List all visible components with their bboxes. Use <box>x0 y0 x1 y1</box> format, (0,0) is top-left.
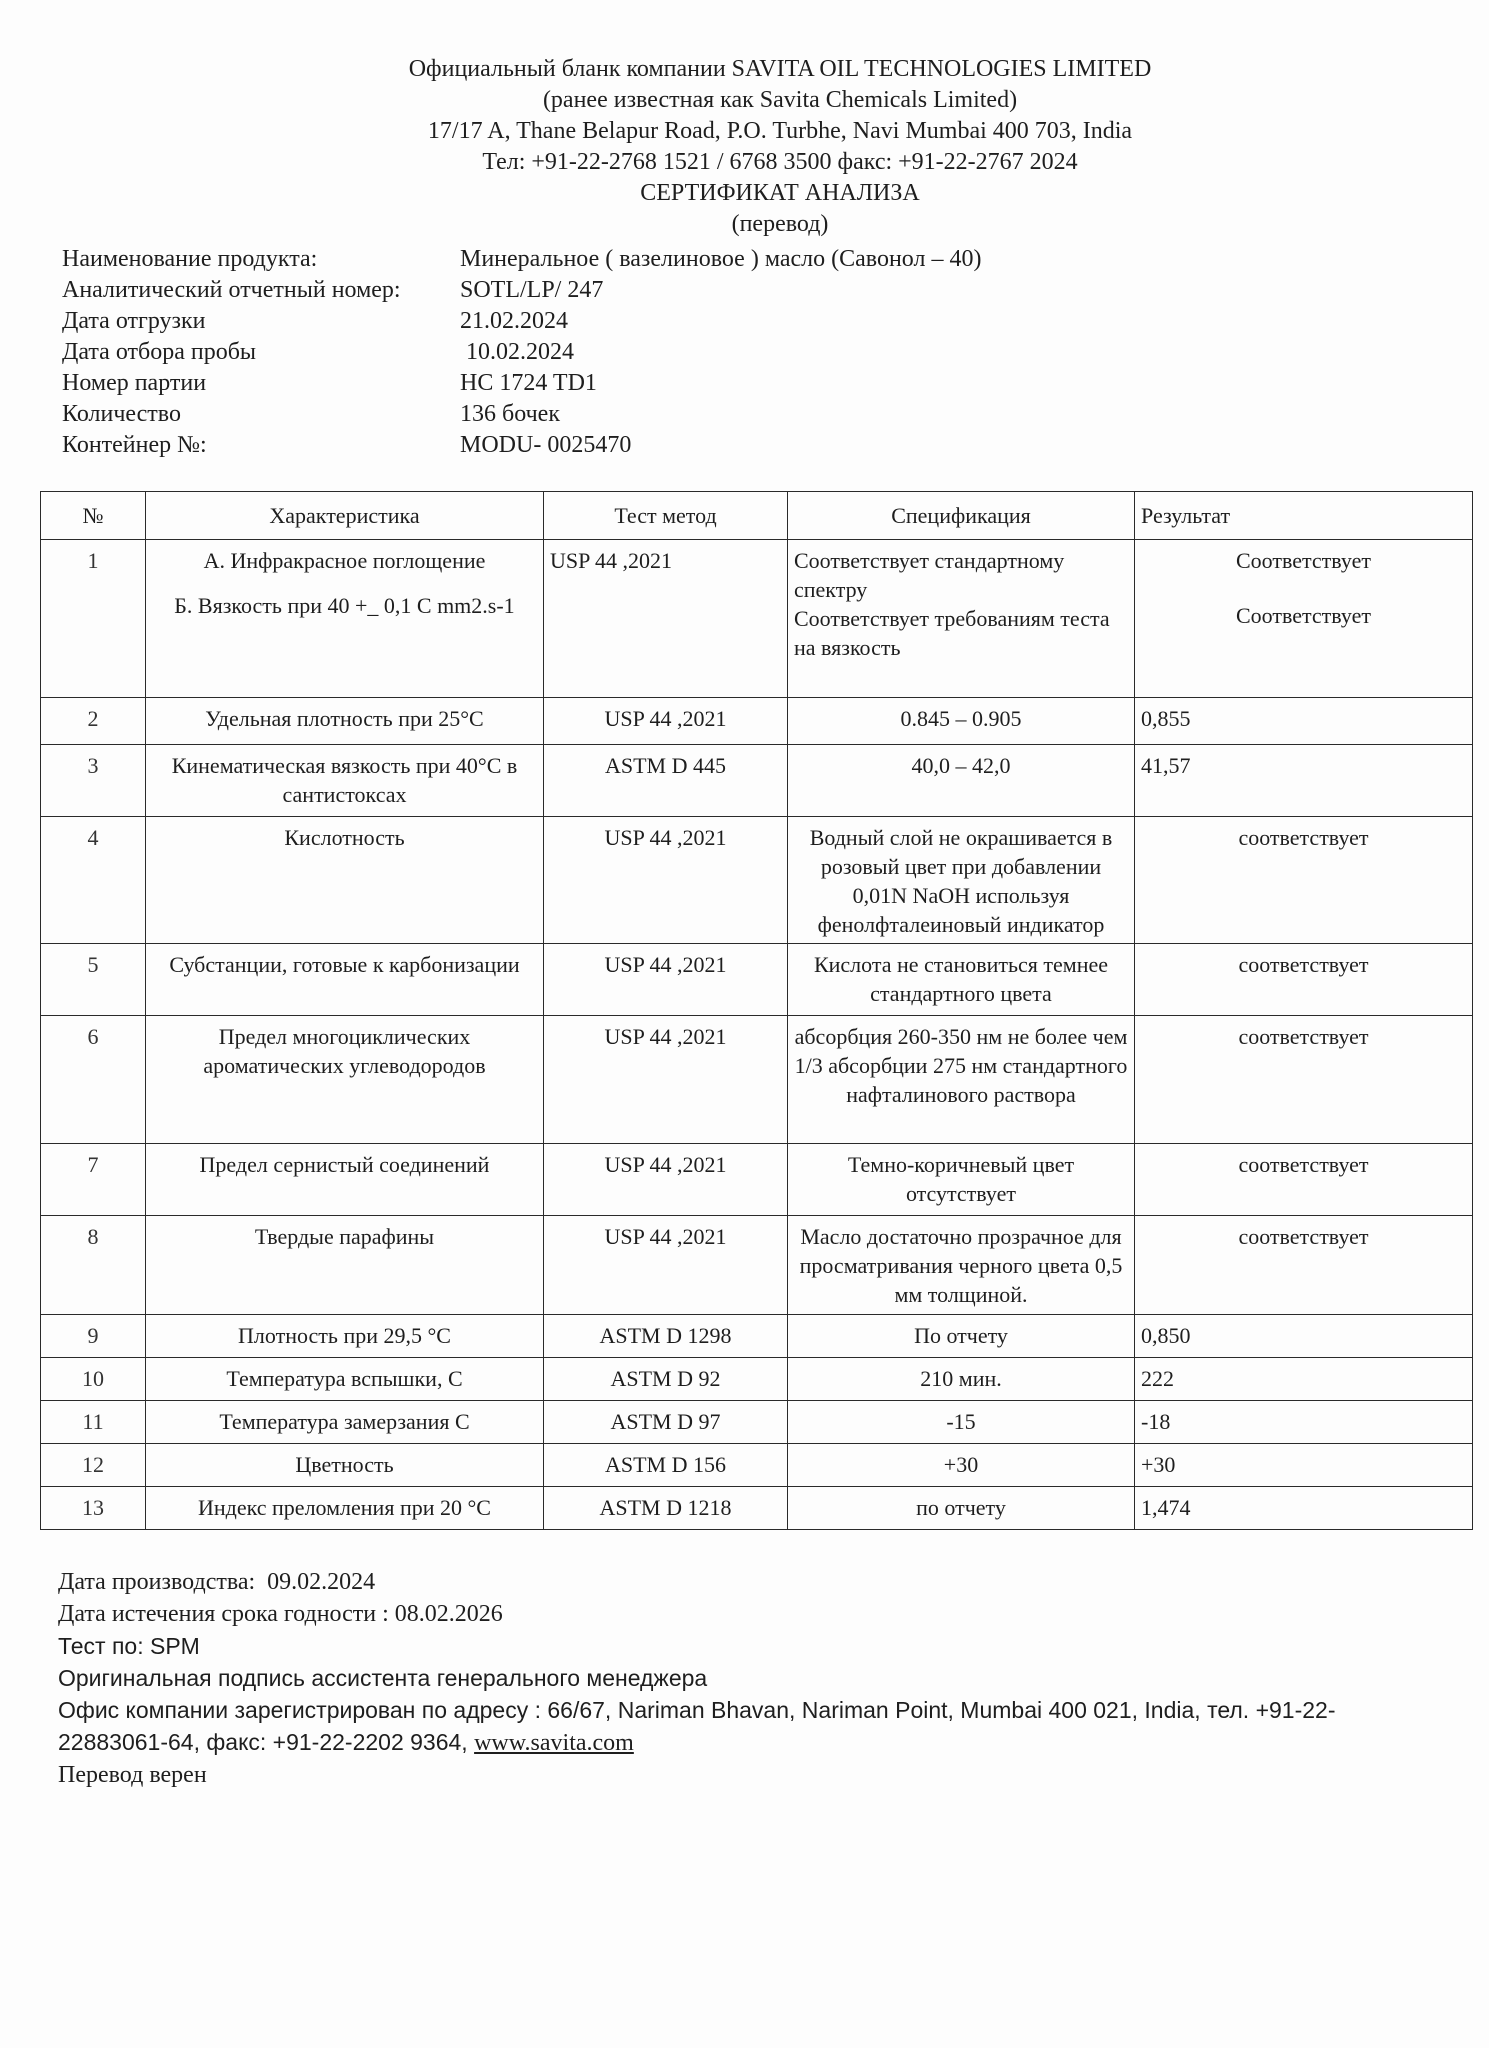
characteristic-b: Б. Вязкость при 40 +_ 0,1 С mm2.s-1 <box>174 593 515 618</box>
row-method: ASTM D 156 <box>544 1444 788 1487</box>
table-row <box>41 1315 1473 1358</box>
sampling-date-row <box>62 337 981 368</box>
row-result: соответствует <box>1135 1216 1473 1315</box>
table-row <box>41 1444 1473 1487</box>
column-header-specification: Спецификация <box>788 492 1135 540</box>
product-info <box>62 244 981 461</box>
table-row <box>41 540 1473 698</box>
table-row <box>41 745 1473 817</box>
row-method: USP 44 ,2021 <box>544 698 788 745</box>
row-method: USP 44 ,2021 <box>544 1144 788 1216</box>
specification-b: Соответствует требованиям теста на вязкость <box>794 606 1110 660</box>
specification-a: Соответствует стандартному спектру <box>794 548 1065 602</box>
row-method: USP 44 ,2021 <box>544 540 788 698</box>
shipment-date-row <box>62 306 981 337</box>
translation-note: Перевод верен <box>58 1762 207 1788</box>
row-result: +30 <box>1135 1444 1473 1487</box>
column-header-method: Тест метод <box>544 492 788 540</box>
row-characteristic: Температура вспышки, С <box>146 1358 544 1401</box>
row-specification: Водный слой не окрашивается в розовый цвет при добавлении 0,01N NaOH используя фенолфталеиновый индикатор <box>788 817 1135 944</box>
row-method: USP 44 ,2021 <box>544 1016 788 1144</box>
result-b: Соответствует <box>1235 603 1371 628</box>
table-row <box>41 1144 1473 1216</box>
row-characteristic: Кислотность <box>146 817 544 944</box>
row-number: 10 <box>41 1358 146 1401</box>
table-row <box>41 944 1473 1016</box>
column-header-number: № <box>41 492 146 540</box>
row-result: соответствует <box>1135 817 1473 944</box>
row-result <box>1135 540 1473 698</box>
row-method: ASTM D 1218 <box>544 1487 788 1530</box>
row-number: 4 <box>41 817 146 944</box>
row-specification <box>788 540 1135 698</box>
row-number: 2 <box>41 698 146 745</box>
row-result: 0,855 <box>1135 698 1473 745</box>
former-name-line: (ранее известная как Savita Chemicals Limited) <box>542 87 1018 113</box>
quantity-row <box>62 399 981 430</box>
row-specification: Масло достаточно прозрачное для просматривания черного цвета 0,5 мм толщиной. <box>788 1216 1135 1315</box>
row-number: 7 <box>41 1144 146 1216</box>
meta-value: Минеральное ( вазелиновое ) масло (Савонол – 40) <box>460 246 982 272</box>
tested-by: Тест по: SPM <box>58 1633 200 1659</box>
row-number: 6 <box>41 1016 146 1144</box>
row-method: USP 44 ,2021 <box>544 1216 788 1315</box>
row-result: соответствует <box>1135 944 1473 1016</box>
production-date: Дата производства: 09.02.2024 <box>58 1569 376 1595</box>
row-characteristic: Индекс преломления при 20 °С <box>146 1487 544 1530</box>
column-header-characteristic: Характеристика <box>146 492 544 540</box>
meta-label: Дата отгрузки <box>62 308 206 334</box>
table-row <box>41 1487 1473 1530</box>
meta-value: 10.02.2024 <box>460 339 574 365</box>
column-header-result: Результат <box>1135 492 1473 540</box>
row-number: 13 <box>41 1487 146 1530</box>
meta-label: Наименование продукта: <box>62 246 318 272</box>
row-characteristic <box>146 540 544 698</box>
table-row <box>41 1216 1473 1315</box>
batch-number-row <box>62 368 981 399</box>
row-characteristic: Удельная плотность при 25°С <box>146 698 544 745</box>
row-characteristic: Твердые парафины <box>146 1216 544 1315</box>
address-line: 17/17 A, Thane Belapur Road, P.O. Turbhe, Navi Mumbai 400 703, India <box>427 118 1133 144</box>
meta-value: HC 1724 TD1 <box>460 370 597 396</box>
row-result: соответствует <box>1135 1144 1473 1216</box>
meta-value: 136 бочек <box>460 401 560 427</box>
website-link[interactable]: www.savita.com <box>474 1730 634 1756</box>
row-number: 8 <box>41 1216 146 1315</box>
row-result: 0,850 <box>1135 1315 1473 1358</box>
expiry-date: Дата истечения срока годности : 08.02.2026 <box>58 1601 503 1627</box>
meta-value: SOTL/LP/ 247 <box>460 277 604 303</box>
row-specification: по отчету <box>788 1487 1135 1530</box>
analysis-table <box>40 491 1473 1530</box>
table-row <box>41 1401 1473 1444</box>
row-result: 1,474 <box>1135 1487 1473 1530</box>
container-row <box>62 430 981 461</box>
row-number: 1 <box>41 540 146 698</box>
table-row <box>41 817 1473 944</box>
row-specification: +30 <box>788 1444 1135 1487</box>
row-method: USP 44 ,2021 <box>544 944 788 1016</box>
table-header-row <box>41 492 1473 540</box>
letterhead <box>0 54 1489 240</box>
row-characteristic: Температура замерзания С <box>146 1401 544 1444</box>
row-result: соответствует <box>1135 1016 1473 1144</box>
registered-office-contacts <box>58 1726 1458 1759</box>
row-characteristic: Плотность при 29,5 °С <box>146 1315 544 1358</box>
meta-value: 21.02.2024 <box>460 308 568 334</box>
row-number: 11 <box>41 1401 146 1444</box>
registered-office-line: Офис компании зарегистрирован по адресу : 66/67, Nariman Bhavan, Nariman Point, Mumbai 400 021, India, тел. +91-22- <box>58 1697 1336 1723</box>
certificate-footer <box>58 1566 1458 1791</box>
row-specification: 40,0 – 42,0 <box>788 745 1135 817</box>
company-name-line: Официальный бланк компании SAVITA OIL TECHNOLOGIES LIMITED <box>408 56 1152 82</box>
row-specification: Темно-коричневый цвет отсутствует <box>788 1144 1135 1216</box>
table-row <box>41 1016 1473 1144</box>
row-specification: Кислота не становиться темнее стандартного цвета <box>788 944 1135 1016</box>
product-name-row <box>62 244 981 275</box>
table-row <box>41 1358 1473 1401</box>
document-subtitle: (перевод) <box>731 211 829 237</box>
row-result: 41,57 <box>1135 745 1473 817</box>
row-method: ASTM D 97 <box>544 1401 788 1444</box>
row-specification: 210 мин. <box>788 1358 1135 1401</box>
row-method: ASTM D 445 <box>544 745 788 817</box>
meta-label: Количество <box>62 401 181 427</box>
row-number: 5 <box>41 944 146 1016</box>
table-row <box>41 698 1473 745</box>
meta-label: Номер партии <box>62 370 207 396</box>
row-specification: -15 <box>788 1401 1135 1444</box>
row-characteristic: Цветность <box>146 1444 544 1487</box>
report-number-row <box>62 275 981 306</box>
row-result: -18 <box>1135 1401 1473 1444</box>
meta-label: Дата отбора пробы <box>62 339 257 365</box>
row-specification: абсорбция 260-350 нм не более чем 1/3 абсорбции 275 нм стандартного нафталинового раствора <box>788 1016 1135 1144</box>
row-characteristic: Предел многоциклических ароматических углеводородов <box>146 1016 544 1144</box>
row-specification: 0.845 – 0.905 <box>788 698 1135 745</box>
row-number: 3 <box>41 745 146 817</box>
row-number: 12 <box>41 1444 146 1487</box>
row-characteristic: Кинематическая вязкость при 40°С в сантистоксах <box>146 745 544 817</box>
signature-note: Оригинальная подпись ассистента генерального менеджера <box>58 1665 708 1691</box>
result-a: Соответствует <box>1235 548 1371 573</box>
row-method: ASTM D 92 <box>544 1358 788 1401</box>
contact-line: Тел: +91-22-2768 1521 / 6768 3500 факс: +91-22-2767 2024 <box>482 149 1078 175</box>
row-number: 9 <box>41 1315 146 1358</box>
row-result: 222 <box>1135 1358 1473 1401</box>
document-title: СЕРТИФИКАТ АНАЛИЗА <box>640 180 920 206</box>
row-method: ASTM D 1298 <box>544 1315 788 1358</box>
row-characteristic: Предел сернистый соединений <box>146 1144 544 1216</box>
row-method: USP 44 ,2021 <box>544 817 788 944</box>
row-characteristic: Субстанции, готовые к карбонизации <box>146 944 544 1016</box>
meta-label: Аналитический отчетный номер: <box>62 277 401 303</box>
characteristic-a: А. Инфракрасное поглощение <box>203 548 486 573</box>
meta-label: Контейнер №: <box>62 432 207 458</box>
office-contacts-text: 22883061-64, факс: +91-22-2202 9364, <box>58 1729 475 1755</box>
row-specification: По отчету <box>788 1315 1135 1358</box>
meta-value: MODU- 0025470 <box>460 432 632 458</box>
